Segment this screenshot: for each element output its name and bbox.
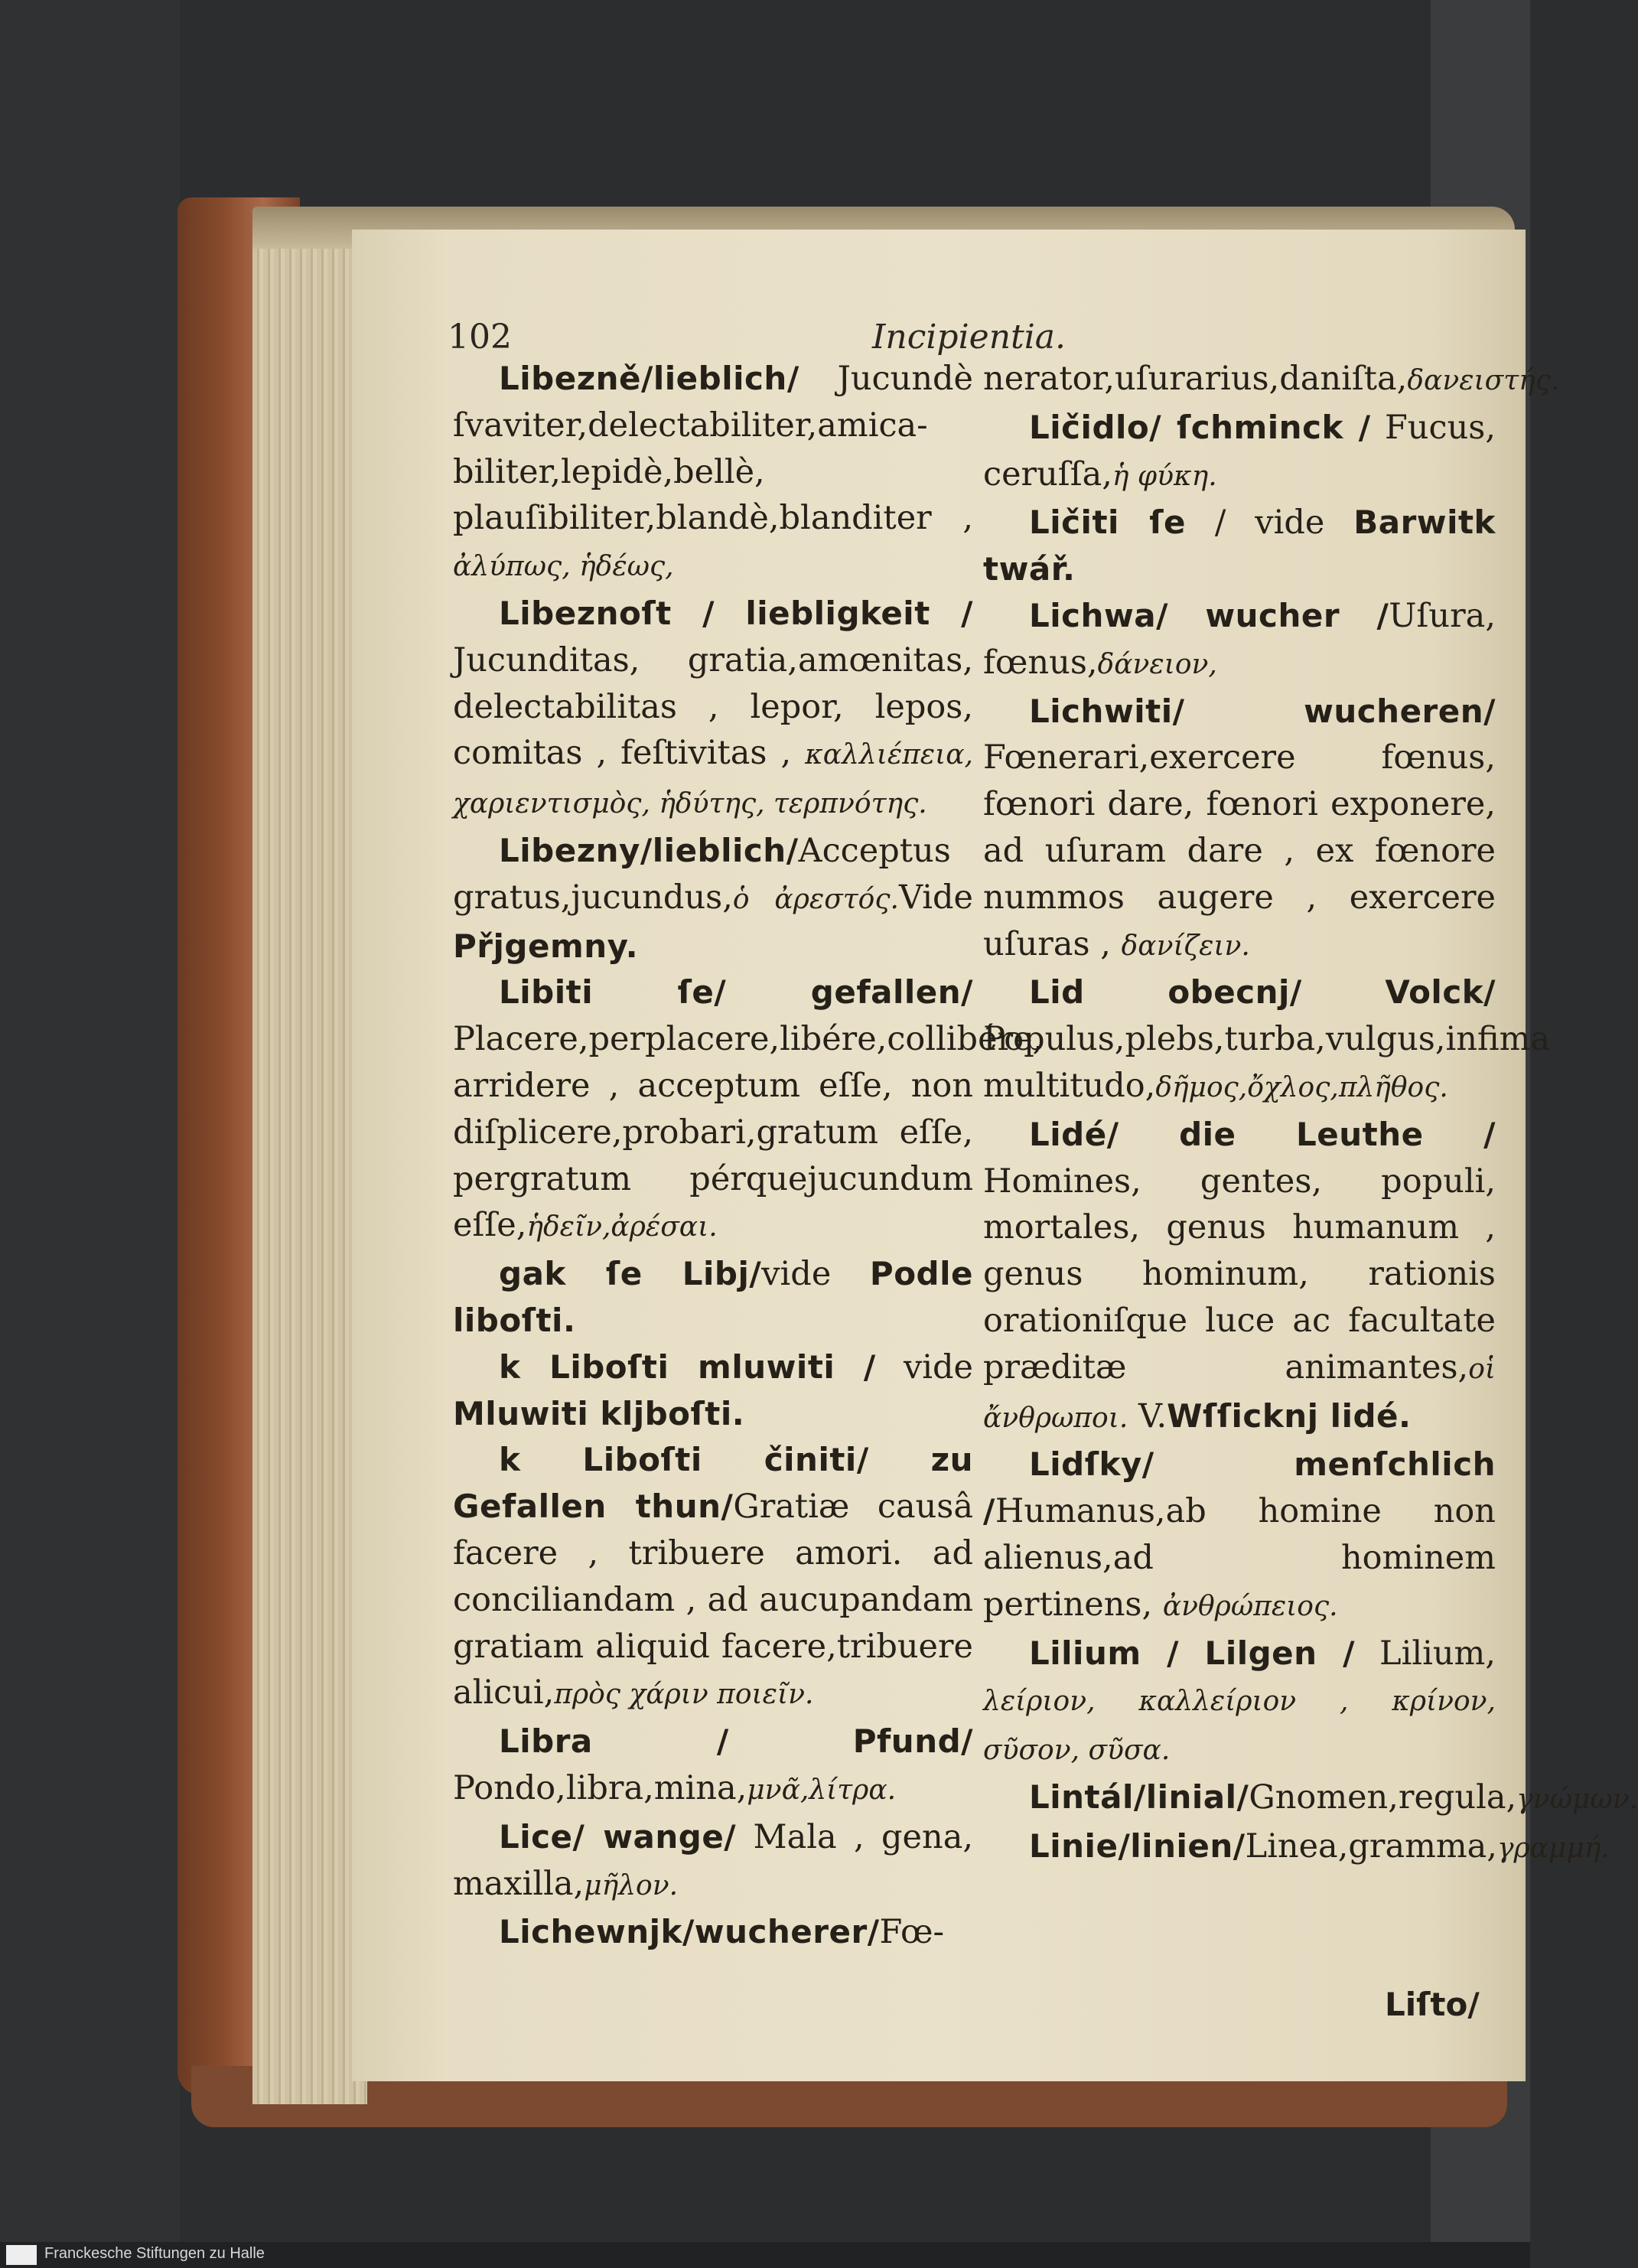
dictionary-entry — [983, 1112, 1496, 1442]
cross-reference-label: vide — [875, 1347, 973, 1387]
headword: Libezně/lieblich/ — [499, 360, 799, 397]
dictionary-entry — [453, 1814, 973, 1910]
headword: k Liboſti činiti/ zu Gefallen thun/ — [453, 1441, 973, 1526]
greek-gloss: ἡ φύκη. — [1112, 460, 1217, 492]
dictionary-entry — [983, 1631, 1496, 1774]
headword: Lidé/ die Leuthe / — [1029, 1115, 1496, 1153]
definition: Linea,gramma, — [1245, 1826, 1497, 1866]
dictionary-entry — [453, 1344, 973, 1438]
cross-reference: Přjgemny. — [453, 927, 639, 965]
definition: Gnomen,regula, — [1249, 1778, 1517, 1817]
definition: Placere,perplacere,libére,collibére, arridere , acceptum eſſe, non diſplicere,probari,gratum eſſe, pergratum pérquejucundum eſſe, — [453, 1020, 1044, 1245]
headword: Lid obecnj/ Volck/ — [1029, 973, 1496, 1012]
dictionary-entry — [453, 828, 973, 969]
backdrop-left — [0, 0, 180, 2242]
headword: Lichwa/ wucher / — [1029, 596, 1389, 634]
dictionary-entry — [453, 1909, 973, 1956]
greek-gloss: λείριον, καλλείριον , κρίνον, σῦσον, σῦσα. — [983, 1686, 1496, 1767]
greek-gloss: ἀνθρώπειος. — [1162, 1590, 1338, 1622]
dictionary-entry — [983, 1774, 1638, 1823]
dictionary-entry — [453, 969, 1044, 1251]
dictionary-entry — [453, 356, 973, 591]
headword: Ličidlo/ ſchminck / — [1029, 408, 1371, 446]
dictionary-entry — [983, 1823, 1610, 1872]
cross-reference-label: V. — [1128, 1396, 1167, 1435]
dictionary-entry — [453, 1437, 973, 1719]
institution-logo-icon — [6, 2245, 37, 2265]
definition: Jucundè ſvaviter,delectabiliter,amica-biliter,lepidè,bellè, plauſibiliter,blandè,blanditer , — [453, 360, 973, 538]
greek-gloss: οἱ ἄνθρωποι. — [983, 1353, 1496, 1434]
page-number: 102 — [448, 318, 512, 357]
greek-gloss: γραμμή. — [1496, 1832, 1610, 1864]
left-column — [453, 356, 1044, 1956]
greek-gloss: μῆλον. — [584, 1869, 679, 1901]
greek-gloss: ἡδεῖν,ἀρέσαι. — [526, 1211, 718, 1243]
dictionary-entry — [983, 500, 1496, 593]
greek-gloss: δανίζειν. — [1121, 930, 1250, 962]
right-column — [983, 356, 1638, 1872]
headword: Libra / Pfund/ — [499, 1722, 973, 1761]
headword: Lichwiti/ wucheren/ — [1029, 692, 1496, 730]
dictionary-entry — [453, 1251, 973, 1344]
dictionary-entry — [983, 1442, 1496, 1630]
greek-gloss: δανειστής. — [1407, 365, 1560, 396]
cross-reference: Mluwiti kljboſti. — [453, 1394, 745, 1432]
definition: Populus,plebs,turba,vulgus,infima multitudo, — [983, 1020, 1551, 1105]
definition: Acceptus gratus,jucundus, — [453, 831, 951, 917]
greek-gloss: δάνειον, — [1097, 648, 1217, 680]
headword: Libezny/lieblich/ — [499, 831, 799, 869]
dictionary-entry — [453, 1719, 973, 1814]
headword: Lichewnjk/wucherer/ — [499, 1913, 880, 1951]
greek-gloss: δῆμος,ὄχλος,πλῆθος. — [1155, 1071, 1448, 1103]
definition: Jucunditas, gratia,amœnitas, delectabilitas , lepor, lepos, comitas , feſtivitas , — [453, 640, 973, 773]
headword: Ličiti ſe — [1029, 503, 1187, 542]
catchword: Liſto/ — [1385, 1986, 1480, 2023]
headword: Linie/linien/ — [1029, 1826, 1246, 1865]
footer-credit: Franckesche Stiftungen zu Halle — [44, 2245, 265, 2262]
greek-gloss: καλλιέπεια, χαριεντισμὸς, ἡδύτης, τερπνότης. — [453, 739, 973, 820]
definition: Fucus, ceruſſa, — [983, 408, 1496, 494]
definition: Lilium, — [1354, 1634, 1496, 1673]
headword: Lice/ wange/ — [499, 1817, 737, 1856]
definition: Uſura, fœnus, — [983, 596, 1496, 682]
definition: Fœnerari,exercere fœnus, fœnori dare, fœnori exponere, ad uſuram dare , ex fœnore nummos augere , exercere uſuras , — [983, 738, 1496, 963]
definition: nerator,uſurarius,daniſta, — [983, 360, 1408, 398]
definition: Gratiæ causâ facere , tribuere amori. ad conciliandam , ad aucupandam gratiam aliquid facere,tribuere alicui, — [453, 1488, 973, 1712]
definition: Pondo,libra,mina, — [453, 1768, 747, 1807]
greek-gloss: ὁ ἀρεστός. — [732, 883, 899, 915]
greek-gloss: γνώμων. — [1516, 1783, 1638, 1815]
definition: Fœ- — [879, 1913, 945, 1952]
cross-reference-label: / vide — [1186, 503, 1354, 543]
headword: gak ſe Libj/ — [499, 1255, 762, 1293]
cross-reference: Barwitk twář. — [983, 503, 1496, 588]
headword: Libeznoſt / liebligkeit / — [499, 594, 973, 632]
headword: Lidſky/ menſchlich / — [983, 1445, 1496, 1530]
headword: Lintál/linial/ — [1029, 1778, 1249, 1816]
footer-bar — [0, 2242, 1530, 2268]
running-title: Incipientia. — [872, 318, 1066, 357]
dictionary-entry — [453, 591, 973, 828]
greek-gloss: μνᾶ,λίτρα. — [747, 1774, 897, 1806]
definition: Mala , gena, maxilla, — [453, 1817, 973, 1903]
greek-gloss: ἀλύπως, ἡδέως, — [453, 551, 674, 583]
cross-reference-label: vide — [761, 1255, 870, 1294]
headword: k Liboſti mluwiti / — [499, 1347, 876, 1386]
definition: Homines, gentes, populi, mortales, genus humanum , genus hominum, rationis orationiſque luce ac facultate præditæ animantes, — [983, 1162, 1496, 1387]
greek-gloss: πρὸς χάριν ποιεῖν. — [554, 1679, 814, 1711]
cross-reference: Podle liboſti. — [453, 1255, 973, 1339]
headword: Lilium / Lilgen / — [1029, 1634, 1355, 1672]
cross-reference: Wſſicknj lidé. — [1167, 1396, 1412, 1435]
headword: Libiti ſe/ gefallen/ — [499, 973, 973, 1012]
definition: Humanus,ab homine non alienus,ad hominem pertinens, — [983, 1492, 1496, 1624]
dictionary-entry — [983, 689, 1496, 970]
dictionary-entry-continuation — [983, 356, 1560, 405]
dictionary-entry — [983, 593, 1496, 689]
cross-reference-label: Vide — [898, 878, 973, 917]
dictionary-entry — [983, 405, 1496, 500]
dictionary-entry — [983, 969, 1551, 1111]
page-stack-edges — [252, 249, 367, 2104]
